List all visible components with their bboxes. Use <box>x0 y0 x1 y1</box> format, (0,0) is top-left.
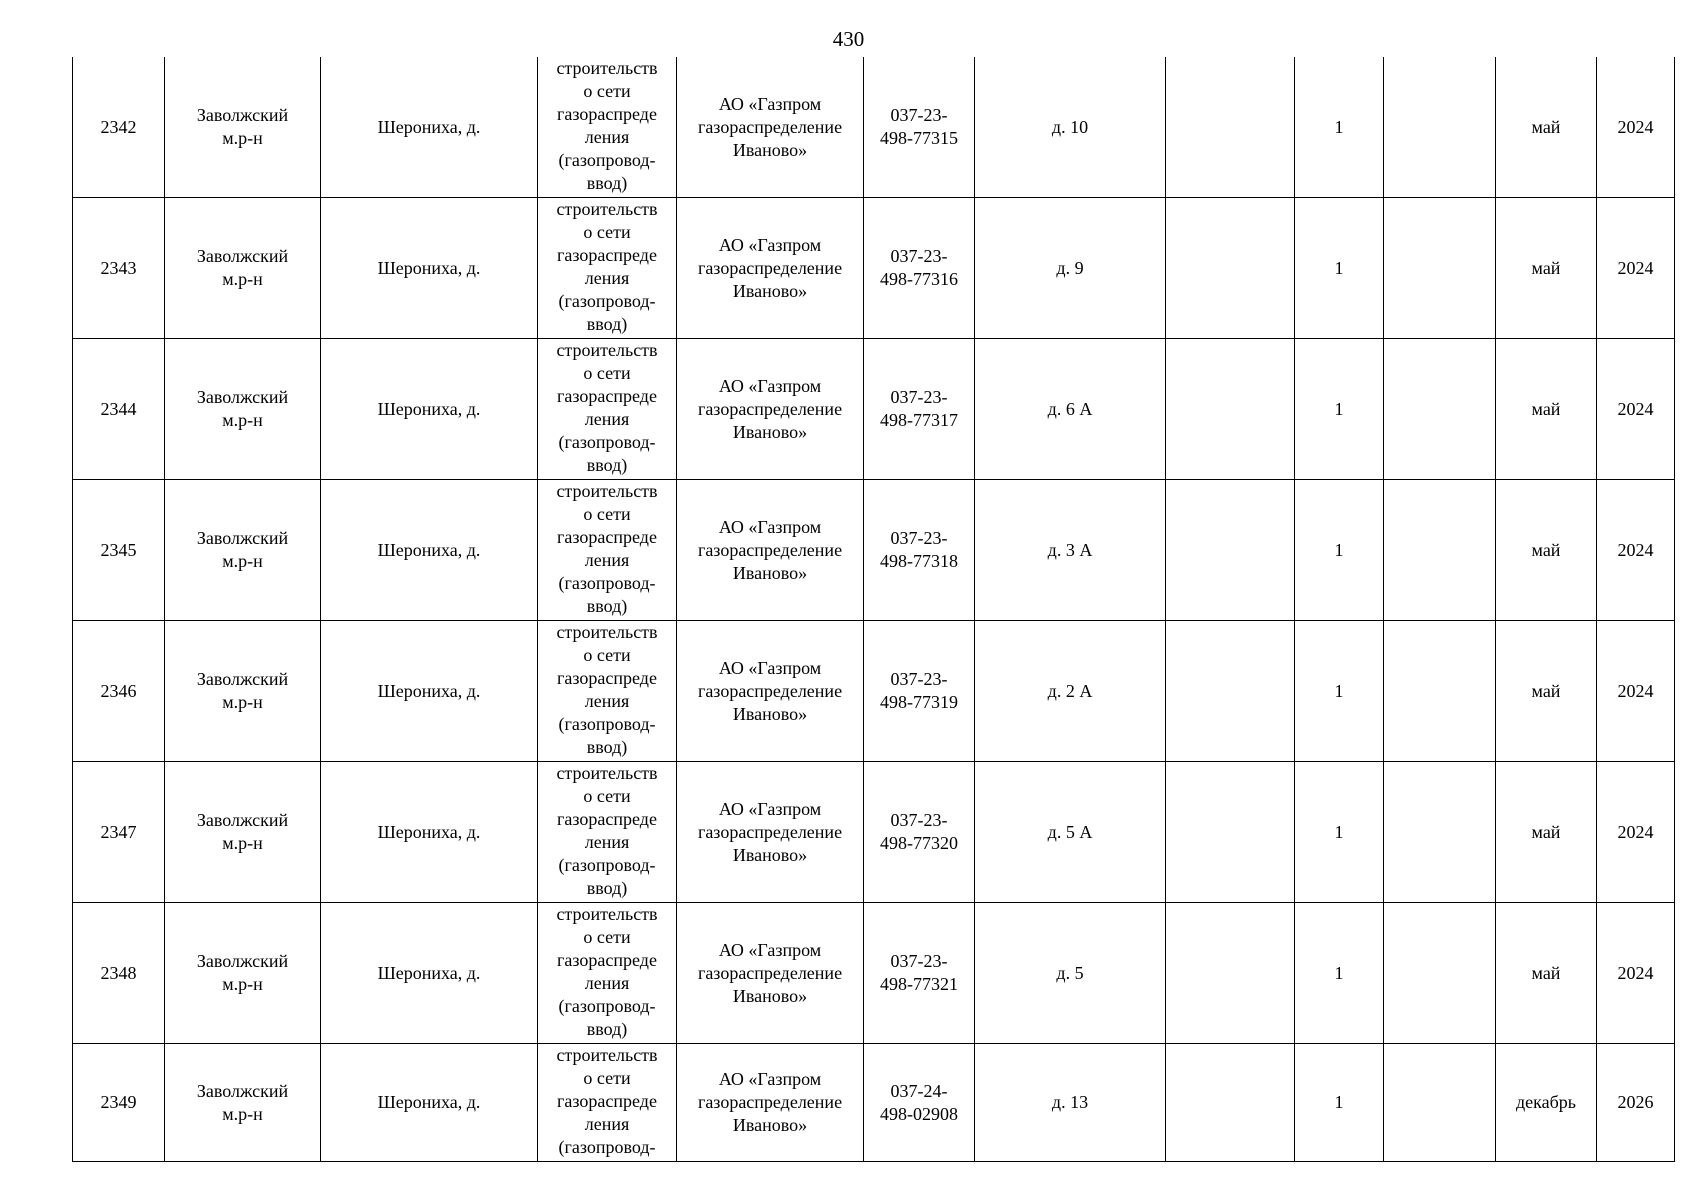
cell-month: май <box>1496 621 1597 762</box>
data-table <box>72 57 1675 1162</box>
cell-house: д. 5 А <box>975 762 1166 903</box>
cell-count: 1 <box>1295 339 1384 480</box>
cell-month: май <box>1496 198 1597 339</box>
cell-empty <box>1384 621 1496 762</box>
cell-number: 2345 <box>73 480 165 621</box>
cell-year: 2024 <box>1597 198 1675 339</box>
cell-work-type: строительств о сети газораспреде ления (газопровод- ввод) <box>538 339 677 480</box>
cell-count: 1 <box>1295 621 1384 762</box>
cell-empty <box>1166 621 1295 762</box>
table-row <box>73 57 1675 198</box>
cell-code: 037-23- 498-77319 <box>864 621 975 762</box>
cell-locality: Шерониха, д. <box>321 903 538 1044</box>
table-row <box>73 762 1675 903</box>
cell-empty <box>1384 762 1496 903</box>
cell-house: д. 3 А <box>975 480 1166 621</box>
cell-year: 2026 <box>1597 1044 1675 1162</box>
cell-house: д. 13 <box>975 1044 1166 1162</box>
cell-organization: АО «Газпром газораспределение Иваново» <box>677 903 864 1044</box>
cell-count: 1 <box>1295 903 1384 1044</box>
cell-number: 2346 <box>73 621 165 762</box>
cell-empty <box>1384 339 1496 480</box>
cell-code: 037-23- 498-77315 <box>864 57 975 198</box>
cell-district: Заволжский м.р-н <box>165 480 321 621</box>
cell-organization: АО «Газпром газораспределение Иваново» <box>677 621 864 762</box>
cell-code: 037-23- 498-77320 <box>864 762 975 903</box>
cell-work-type: строительств о сети газораспреде ления (газопровод- ввод) <box>538 198 677 339</box>
cell-district: Заволжский м.р-н <box>165 339 321 480</box>
cell-month: май <box>1496 762 1597 903</box>
cell-work-type: строительств о сети газораспреде ления (газопровод- ввод) <box>538 903 677 1044</box>
cell-number: 2344 <box>73 339 165 480</box>
cell-year: 2024 <box>1597 762 1675 903</box>
cell-house: д. 9 <box>975 198 1166 339</box>
cell-empty <box>1384 480 1496 621</box>
cell-district: Заволжский м.р-н <box>165 198 321 339</box>
cell-month: май <box>1496 903 1597 1044</box>
cell-empty <box>1166 480 1295 621</box>
table-row <box>73 198 1675 339</box>
cell-empty <box>1384 198 1496 339</box>
cell-locality: Шерониха, д. <box>321 339 538 480</box>
cell-count: 1 <box>1295 480 1384 621</box>
cell-year: 2024 <box>1597 480 1675 621</box>
cell-empty <box>1384 903 1496 1044</box>
table-row <box>73 1044 1675 1162</box>
cell-month: май <box>1496 339 1597 480</box>
cell-locality: Шерониха, д. <box>321 762 538 903</box>
cell-number: 2348 <box>73 903 165 1044</box>
table-row <box>73 621 1675 762</box>
cell-code: 037-23- 498-77316 <box>864 198 975 339</box>
cell-house: д. 6 А <box>975 339 1166 480</box>
cell-count: 1 <box>1295 762 1384 903</box>
cell-code: 037-23- 498-77317 <box>864 339 975 480</box>
cell-code: 037-23- 498-77318 <box>864 480 975 621</box>
cell-count: 1 <box>1295 57 1384 198</box>
cell-locality: Шерониха, д. <box>321 621 538 762</box>
cell-district: Заволжский м.р-н <box>165 57 321 198</box>
cell-number: 2349 <box>73 1044 165 1162</box>
cell-locality: Шерониха, д. <box>321 480 538 621</box>
cell-work-type: строительств о сети газораспреде ления (газопровод- ввод) <box>538 621 677 762</box>
table-row <box>73 339 1675 480</box>
cell-district: Заволжский м.р-н <box>165 621 321 762</box>
cell-number: 2347 <box>73 762 165 903</box>
cell-house: д. 2 А <box>975 621 1166 762</box>
cell-house: д. 10 <box>975 57 1166 198</box>
cell-count: 1 <box>1295 198 1384 339</box>
cell-empty <box>1166 57 1295 198</box>
cell-year: 2024 <box>1597 339 1675 480</box>
cell-house: д. 5 <box>975 903 1166 1044</box>
cell-locality: Шерониха, д. <box>321 1044 538 1162</box>
cell-empty <box>1166 198 1295 339</box>
cell-organization: АО «Газпром газораспределение Иваново» <box>677 339 864 480</box>
cell-work-type: строительств о сети газораспреде ления (газопровод- ввод) <box>538 762 677 903</box>
cell-empty <box>1384 1044 1496 1162</box>
cell-work-type: строительств о сети газораспреде ления (газопровод- ввод) <box>538 480 677 621</box>
cell-locality: Шерониха, д. <box>321 198 538 339</box>
cell-number: 2343 <box>73 198 165 339</box>
cell-month: май <box>1496 57 1597 198</box>
page-number: 430 <box>832 27 865 51</box>
cell-code: 037-23- 498-77321 <box>864 903 975 1044</box>
cell-empty <box>1166 762 1295 903</box>
cell-organization: АО «Газпром газораспределение Иваново» <box>677 480 864 621</box>
cell-district: Заволжский м.р-н <box>165 1044 321 1162</box>
cell-empty <box>1166 1044 1295 1162</box>
cell-organization: АО «Газпром газораспределение Иваново» <box>677 198 864 339</box>
table-row <box>73 480 1675 621</box>
cell-work-type: строительств о сети газораспреде ления (газопровод- ввод) <box>538 57 677 198</box>
cell-count: 1 <box>1295 1044 1384 1162</box>
cell-organization: АО «Газпром газораспределение Иваново» <box>677 57 864 198</box>
cell-district: Заволжский м.р-н <box>165 903 321 1044</box>
cell-month: май <box>1496 480 1597 621</box>
cell-district: Заволжский м.р-н <box>165 762 321 903</box>
cell-year: 2024 <box>1597 903 1675 1044</box>
cell-empty <box>1384 57 1496 198</box>
cell-organization: АО «Газпром газораспределение Иваново» <box>677 762 864 903</box>
cell-empty <box>1166 903 1295 1044</box>
cell-year: 2024 <box>1597 621 1675 762</box>
cell-year: 2024 <box>1597 57 1675 198</box>
cell-code: 037-24- 498-02908 <box>864 1044 975 1162</box>
cell-month: декабрь <box>1496 1044 1597 1162</box>
cell-organization: АО «Газпром газораспределение Иваново» <box>677 1044 864 1162</box>
cell-locality: Шерониха, д. <box>321 57 538 198</box>
cell-empty <box>1166 339 1295 480</box>
table-row <box>73 903 1675 1044</box>
cell-number: 2342 <box>73 57 165 198</box>
cell-work-type: строительств о сети газораспреде ления (газопровод- <box>538 1044 677 1162</box>
